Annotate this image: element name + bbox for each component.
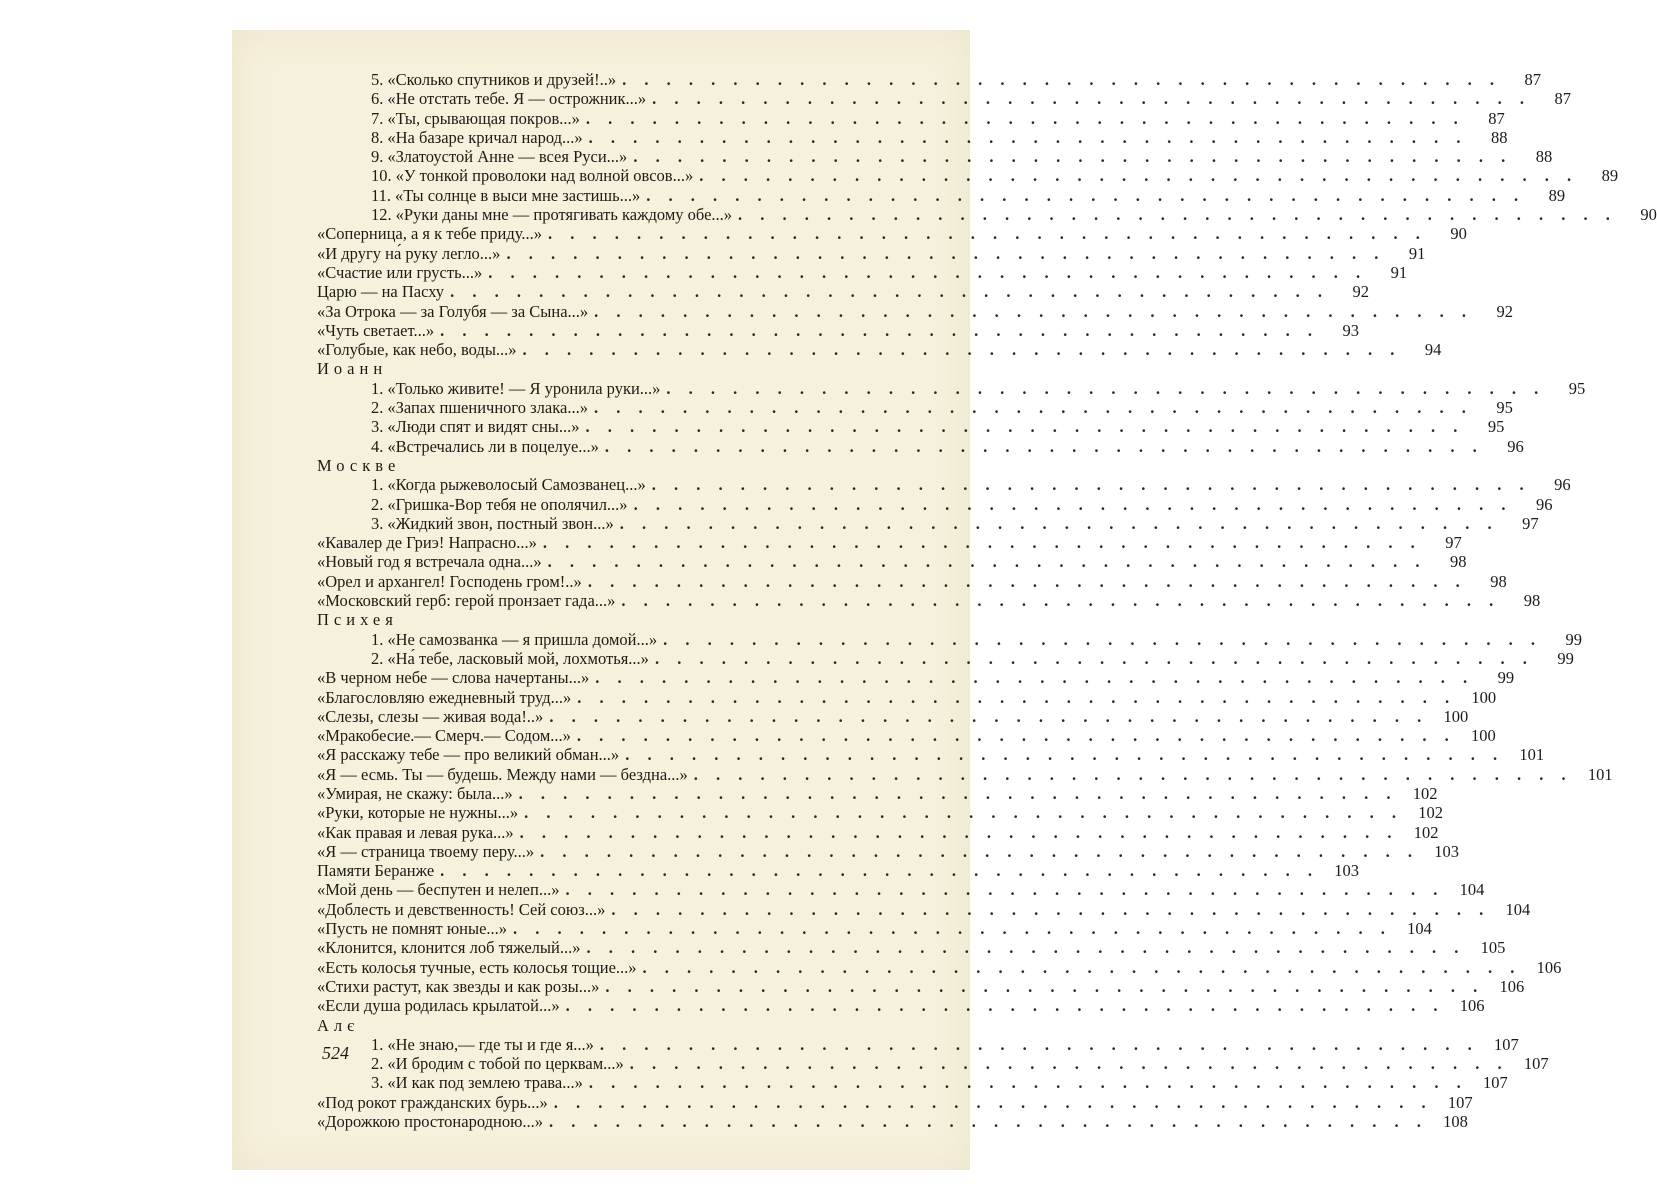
dot-leader: . . . . . . . . . . . . . . . . . . . . . . . . . . . . . . . . . . . . . . . . [599,1034,1479,1054]
toc-entry-title: «Руки, которые не нужны...» [317,803,519,823]
toc-entry [317,1112,1468,1132]
dot-leader: . . . . . . . . . . . . . . . . . . . . . . . . . . . . . . . . . . . . . . . . [506,243,1386,263]
toc-entry-page: 99 [1565,629,1582,649]
toc-entry [317,243,1426,263]
toc-entry-number: 10. [371,166,392,186]
dot-leader: . . . . . . . . . . . . . . . . . . . . . . . . . . . . . . . . . . . . . . . . [652,89,1532,109]
toc-entry-title: «Дорожкою простонародною...» [317,1112,544,1132]
toc-entry [317,282,1369,302]
toc-entry-title: «Клонится, клонится лоб тяжелый...» [317,938,581,958]
toc-entry-page: 101 [1587,764,1613,784]
toc-entry-title: «Люди спят и видят сны...» [387,417,580,437]
toc-entry-number: 2. [371,1054,384,1074]
toc-entry-page: 107 [1447,1092,1473,1112]
toc-entry-page: 89 [1601,166,1619,186]
toc-entry [317,822,1439,842]
book-page [232,30,1657,1170]
toc-entry-title: «Руки даны мне — протягивать каждому обе...» [395,205,733,225]
toc-entry-title: «Кавалер де Гриэ! Напрасно...» [317,533,537,553]
toc-entry-title: «И бродим с тобой по церквам...» [387,1054,624,1074]
toc-entry [317,1034,1519,1054]
dot-leader: . . . . . . . . . . . . . . . . . . . . . . . . . . . . . . . . . . . . . . . . [604,436,1484,456]
toc-entry-title: «На базаре кричал народ...» [387,127,583,147]
toc-entry-number: 3. [371,1073,384,1093]
toc-entry-page: 95 [1568,378,1586,398]
dot-leader: . . . . . . . . . . . . . . . . . . . . . . . . . . . . . . . . . . . . . . . . [622,70,1501,89]
toc-entry [317,340,1442,360]
toc-entry-page: 105 [1480,938,1506,958]
toc-entry [317,398,1513,418]
dot-leader: . . . . . . . . . . . . . . . . . . . . . . . . . . . . . . . . . . . . . . . . [605,976,1485,996]
dot-leader: . . . . . . . . . . . . . . . . . . . . . . . . . . . . . . . . . . . . . . . . [540,841,1420,861]
toc-entry-number: 1. [371,475,384,495]
dot-leader: . . . . . . . . . . . . . . . . . . . . . . . . . . . . . . . . . . . . . . . . [699,166,1579,186]
toc-entry [317,668,1515,688]
toc-entry-page: 96 [1554,475,1571,495]
dot-leader: . . . . . . . . . . . . . . . . . . . . . . . . . . . . . . . . . . . . . . . . [625,745,1505,765]
dot-leader: . . . . . . . . . . . . . . . . . . . . . . . . . . . . . . . . . . . . . . . . [633,147,1513,167]
toc-entry-page: 95 [1496,398,1513,418]
toc-entry [317,861,1360,881]
toc-entry-title: «Стихи растут, как звезды и как розы...» [317,976,600,996]
toc-entry-title: «Соперница, а я к тебе приду...» [317,224,542,244]
toc-entry-title: «Только живите! — Я уронила руки...» [387,378,661,398]
toc-entry-title: «И как под землею трава...» [387,1073,583,1093]
toc-entry-title: «Орел и архангел! Господень гром!..» [317,571,582,591]
toc-entry-page: 102 [1412,783,1438,803]
toc-entry-title: Царю — на Пасху [317,282,445,302]
toc-entry-page: 106 [1459,996,1485,1016]
dot-leader: . . . . . . . . . . . . . . . . . . . . . . . . . . . . . . . . . . . . . . . . [586,938,1466,958]
toc-entry-number: 5. [371,70,384,89]
toc-entry-page: 104 [1505,899,1531,919]
toc-entry-title: «Я — есмь. Ты — будешь. Между нами — бездна...» [317,764,688,784]
toc-entry-page: 107 [1523,1054,1549,1074]
page-number: 524 [322,1043,349,1063]
toc-entry-title: «Златоустой Анне — всея Руси...» [387,147,628,167]
toc-entry-title: «Жидкий звон, постный звон...» [387,513,614,533]
toc-entry-page: 96 [1507,436,1524,456]
toc-entry-title: Психея [317,610,398,630]
toc-entry-page: 92 [1496,301,1514,321]
dot-leader: . . . . . . . . . . . . . . . . . . . . . . . . . . . . . . . . . . . . . . . . [619,513,1499,533]
toc-entry-number: 12. [371,205,392,225]
dot-leader: . . . . . . . . . . . . . . . . . . . . . . . . . . . . . . . . . . . . . . . . [593,398,1473,418]
toc-entry-page: 96 [1535,494,1553,514]
toc-entry-title: «Гришка-Вор тебя не ополячил...» [387,494,628,514]
toc-entry [317,938,1506,958]
toc-entry-title: «Не самозванка — я пришла домой...» [387,629,658,649]
toc-entry [317,764,1613,784]
toc-entry-title: «Пусть не помнят юные...» [317,919,508,939]
toc-entry [317,89,1572,109]
toc-entry-title: «Встречались ли в поцелуе...» [387,436,599,456]
toc-entry-page: 95 [1487,417,1505,437]
dot-leader: . . . . . . . . . . . . . . . . . . . . . . . . . . . . . . . . . . . . . . . . [585,108,1465,128]
toc-entry-page: 91 [1408,243,1426,263]
toc-entry-page: 91 [1390,262,1408,282]
toc-section-heading [317,610,945,629]
toc-entry-page: 100 [1471,687,1497,707]
dot-leader: . . . . . . . . . . . . . . . . . . . . . . . . . . . . . . . . . . . . . . . . [549,706,1429,726]
toc-entry-page: 92 [1352,282,1369,302]
dot-leader: . . . . . . . . . . . . . . . . . . . . . . . . . . . . . . . . . . . . . . . . [450,282,1329,302]
toc-entry-number: 2. [371,648,384,668]
toc-entry [317,591,1541,611]
toc-section-heading [317,359,945,378]
toc-entry-title: «Чуть светает...» [317,320,435,340]
toc-entry-title: «Как правая и левая рука...» [317,822,514,842]
toc-entry-title: «Счастие или грусть...» [317,262,483,282]
toc-entry-page: 90 [1640,205,1657,225]
dot-leader: . . . . . . . . . . . . . . . . . . . . . . . . . . . . . . . . . . . . . . . . [542,533,1422,553]
toc-entry [317,147,1553,167]
toc-entry [317,436,1524,456]
toc-entry [317,976,1525,996]
toc-entry-title: Москве [317,455,401,475]
dot-leader: . . . . . . . . . . . . . . . . . . . . . . . . . . . . . . . . . . . . . . . . [587,571,1467,591]
toc-entry-page: 102 [1413,822,1439,842]
toc-entry-title: «Не знаю,— где ты и где я...» [387,1034,594,1054]
toc-entry-title: «В черном небе — слова начертаны...» [317,668,590,688]
toc-entry [317,224,1467,244]
toc-entry [317,726,1496,746]
toc-entry-title: Алє [317,1015,360,1035]
dot-leader: . . . . . . . . . . . . . . . . . . . . . . . . . . . . . . . . . . . . . . . . [519,822,1399,842]
toc-entry-title: «Голубые, как небо, воды...» [317,340,517,360]
toc-entry-page: 98 [1449,552,1467,572]
toc-entry-title: Иоанн [317,359,388,379]
toc-entry-title: «За Отрока — за Голубя — за Сына...» [317,301,589,321]
dot-leader: . . . . . . . . . . . . . . . . . . . . . . . . . . . . . . . . . . . . . . . . [440,320,1319,340]
dot-leader: . . . . . . . . . . . . . . . . . . . . . . . . . . . . . . . . . . . . . . . . [565,880,1445,900]
toc-entry-page: 107 [1494,1034,1519,1054]
toc-entry-number: 11. [371,185,392,205]
toc-entry [317,919,1432,939]
toc-entry-page: 87 [1524,70,1541,89]
toc-entry [317,166,1619,186]
toc-entry-page: 104 [1459,880,1485,900]
toc-entry [317,745,1545,765]
dot-leader: . . . . . . . . . . . . . . . . . . . . . . . . . . . . . . . . . . . . . . . . [633,494,1513,514]
toc-entry [317,70,1541,89]
toc-entry [317,108,1505,128]
dot-leader: . . . . . . . . . . . . . . . . . . . . . . . . . . . . . . . . . . . . . . . . [488,262,1368,282]
toc-entry [317,513,1539,533]
toc-entry [317,957,1562,977]
toc-entry-title: «Я — страница твоему перу...» [317,841,535,861]
toc-entry-title: «Слезы, слезы — живая вода!..» [317,706,544,726]
dot-leader: . . . . . . . . . . . . . . . . . . . . . . . . . . . . . . . . . . . . . . . . [524,803,1403,823]
toc-entry-title: «Если душа родилась крылатой...» [317,996,560,1016]
toc-entry-page: 97 [1522,513,1539,533]
toc-entry-number: 8. [371,127,384,147]
table-of-contents [317,70,1657,1132]
toc-entry-page: 99 [1497,668,1515,688]
dot-leader: . . . . . . . . . . . . . . . . . . . . . . . . . . . . . . . . . . . . . . . . [588,1073,1468,1093]
toc-entry-number: 2. [371,398,384,418]
toc-entry [317,880,1485,900]
toc-entry-title: «Не отстать тебе. Я — острожник...» [387,89,647,109]
toc-entry-title: «Запах пшеничного злака...» [387,398,588,418]
toc-entry-page: 87 [1554,89,1572,109]
toc-entry-title: «На́ тебе, ласковый мой, лохмотья...» [387,648,649,668]
toc-entry [317,783,1438,803]
toc-entry-page: 102 [1418,803,1443,823]
toc-entry [317,1054,1549,1074]
toc-entry-page: 100 [1471,726,1496,746]
toc-entry-page: 103 [1434,841,1460,861]
toc-entry-title: «Под рокот гражданских бурь...» [317,1092,548,1112]
toc-entry-title: «Сколько спутников и друзей!..» [387,70,617,89]
toc-section-heading [317,456,945,475]
toc-entry [317,552,1467,572]
dot-leader: . . . . . . . . . . . . . . . . . . . . . . . . . . . . . . . . . . . . . . . . [738,205,1617,225]
toc-entry [317,301,1514,321]
dot-leader: . . . . . . . . . . . . . . . . . . . . . . . . . . . . . . . . . . . . . . . . [651,475,1531,495]
toc-entry-number: 2. [371,494,384,514]
toc-entry-page: 93 [1342,320,1359,340]
toc-entry [317,475,1571,495]
toc-entry-page: 98 [1490,571,1507,591]
dot-leader: . . . . . . . . . . . . . . . . . . . . . . . . . . . . . . . . . . . . . . . . [595,668,1475,688]
toc-entry-title: «Московский герб: герой пронзает гада...» [317,591,616,611]
toc-entry-title: «Новый год я встречала одна...» [317,552,542,572]
toc-entry-title: «У тонкой проволоки над волной овсов...» [395,166,694,186]
toc-entry-number: 9. [371,147,384,167]
toc-entry [317,378,1586,398]
toc-entry-page: 90 [1450,224,1467,244]
dot-leader: . . . . . . . . . . . . . . . . . . . . . . . . . . . . . . . . . . . . . . . . [547,552,1427,572]
toc-entry-page: 87 [1488,108,1505,128]
toc-entry-title: «Мой день — беспутен и нелеп...» [317,880,560,900]
toc-entry-number: 4. [371,436,384,456]
toc-entry [317,1073,1508,1093]
dot-leader: . . . . . . . . . . . . . . . . . . . . . . . . . . . . . . . . . . . . . . . . [654,648,1534,668]
toc-entry [317,1092,1473,1112]
toc-entry [317,899,1531,919]
toc-entry-page: 108 [1443,1112,1468,1132]
toc-entry-page: 103 [1334,861,1360,881]
toc-entry-page: 106 [1536,957,1562,977]
toc-entry-page: 94 [1424,340,1442,360]
toc-entry-page: 89 [1548,185,1566,205]
dot-leader: . . . . . . . . . . . . . . . . . . . . . . . . . . . . . . . . . . . . . . . . [642,957,1522,977]
toc-entry [317,262,1408,282]
toc-entry [317,706,1469,726]
toc-section-heading [317,1016,945,1035]
toc-entry-number: 3. [371,513,384,533]
toc-entry-page: 107 [1482,1073,1508,1093]
dot-leader: . . . . . . . . . . . . . . . . . . . . . . . . . . . . . . . . . . . . . . . . [621,591,1501,611]
toc-entry [317,127,1508,147]
toc-entry-page: 101 [1519,745,1545,765]
dot-leader: . . . . . . . . . . . . . . . . . . . . . . . . . . . . . . . . . . . . . . . . [553,1092,1433,1112]
toc-entry [317,205,1657,225]
toc-entry-title: «Есть колосья тучные, есть колосья тощие...» [317,957,637,977]
toc-entry [317,185,1566,205]
toc-entry-page: 99 [1557,648,1574,668]
toc-entry-number: 1. [371,629,384,649]
toc-entry-page: 104 [1407,919,1432,939]
dot-leader: . . . . . . . . . . . . . . . . . . . . . . . . . . . . . . . . . . . . . . . . [594,301,1474,321]
toc-entry-page: 88 [1535,147,1553,167]
dot-leader: . . . . . . . . . . . . . . . . . . . . . . . . . . . . . . . . . . . . . . . . [693,764,1573,784]
toc-entry-page: 100 [1443,706,1469,726]
toc-entry [317,417,1505,437]
toc-entry-page: 88 [1491,127,1508,147]
dot-leader: . . . . . . . . . . . . . . . . . . . . . . . . . . . . . . . . . . . . . . . . [646,185,1526,205]
toc-entry-page: 106 [1499,976,1525,996]
toc-entry-title: «Доблесть и девственность! Сей союз...» [317,899,606,919]
toc-entry [317,629,1582,649]
dot-leader: . . . . . . . . . . . . . . . . . . . . . . . . . . . . . . . . . . . . . . . . [513,919,1392,939]
toc-entry [317,571,1507,591]
toc-entry [317,533,1462,553]
toc-entry-title: «Мракобесие.— Смерч.— Содом...» [317,726,571,746]
dot-leader: . . . . . . . . . . . . . . . . . . . . . . . . . . . . . . . . . . . . . . . . [577,687,1457,707]
dot-leader: . . . . . . . . . . . . . . . . . . . . . . . . . . . . . . . . . . . . . . . . [629,1054,1509,1074]
toc-entry-title: «И другу на́ руку легло...» [317,243,501,263]
toc-entry-page: 97 [1445,533,1462,553]
toc-entry [317,648,1574,668]
toc-entry-title: Памяти Беранже [317,861,435,881]
toc-entry [317,841,1460,861]
toc-entry [317,996,1485,1016]
toc-entry-title: «Умирая, не скажу: была...» [317,783,513,803]
dot-leader: . . . . . . . . . . . . . . . . . . . . . . . . . . . . . . . . . . . . . . . . [565,996,1445,1016]
dot-leader: . . . . . . . . . . . . . . . . . . . . . . . . . . . . . . . . . . . . . . . . [549,1112,1428,1132]
dot-leader: . . . . . . . . . . . . . . . . . . . . . . . . . . . . . . . . . . . . . . . . [611,899,1491,919]
toc-entry [317,320,1359,340]
toc-entry-number: 1. [371,1034,384,1054]
toc-entry-number: 6. [371,89,384,109]
toc-entry-number: 3. [371,417,384,437]
toc-entry [317,803,1443,823]
toc-entry-number: 7. [371,108,384,128]
dot-leader: . . . . . . . . . . . . . . . . . . . . . . . . . . . . . . . . . . . . . . . . [585,417,1465,437]
toc-entry-title: «Ты солнце в выси мне застишь...» [395,185,641,205]
dot-leader: . . . . . . . . . . . . . . . . . . . . . . . . . . . . . . . . . . . . . . . . [663,629,1542,649]
dot-leader: . . . . . . . . . . . . . . . . . . . . . . . . . . . . . . . . . . . . . . . . [522,340,1402,360]
dot-leader: . . . . . . . . . . . . . . . . . . . . . . . . . . . . . . . . . . . . . . . . [576,726,1456,746]
toc-entry-title: «Когда рыжеволосый Самозванец...» [387,475,646,495]
toc-entry [317,494,1553,514]
dot-leader: . . . . . . . . . . . . . . . . . . . . . . . . . . . . . . . . . . . . . . . . [440,861,1320,881]
toc-entry-page: 98 [1523,591,1541,611]
toc-entry-title: «Я расскажу тебе — про великий обман...» [317,745,620,765]
toc-entry [317,687,1497,707]
dot-leader: . . . . . . . . . . . . . . . . . . . . . . . . . . . . . . . . . . . . . . . . [588,127,1468,147]
dot-leader: . . . . . . . . . . . . . . . . . . . . . . . . . . . . . . . . . . . . . . . . [666,378,1546,398]
toc-entry-title: «Благословляю ежедневный труд...» [317,687,572,707]
toc-entry-number: 1. [371,378,384,398]
dot-leader: . . . . . . . . . . . . . . . . . . . . . . . . . . . . . . . . . . . . . . . . [518,783,1398,803]
dot-leader: . . . . . . . . . . . . . . . . . . . . . . . . . . . . . . . . . . . . . . . . [547,224,1427,244]
toc-entry-title: «Ты, срывающая покров...» [387,108,580,128]
